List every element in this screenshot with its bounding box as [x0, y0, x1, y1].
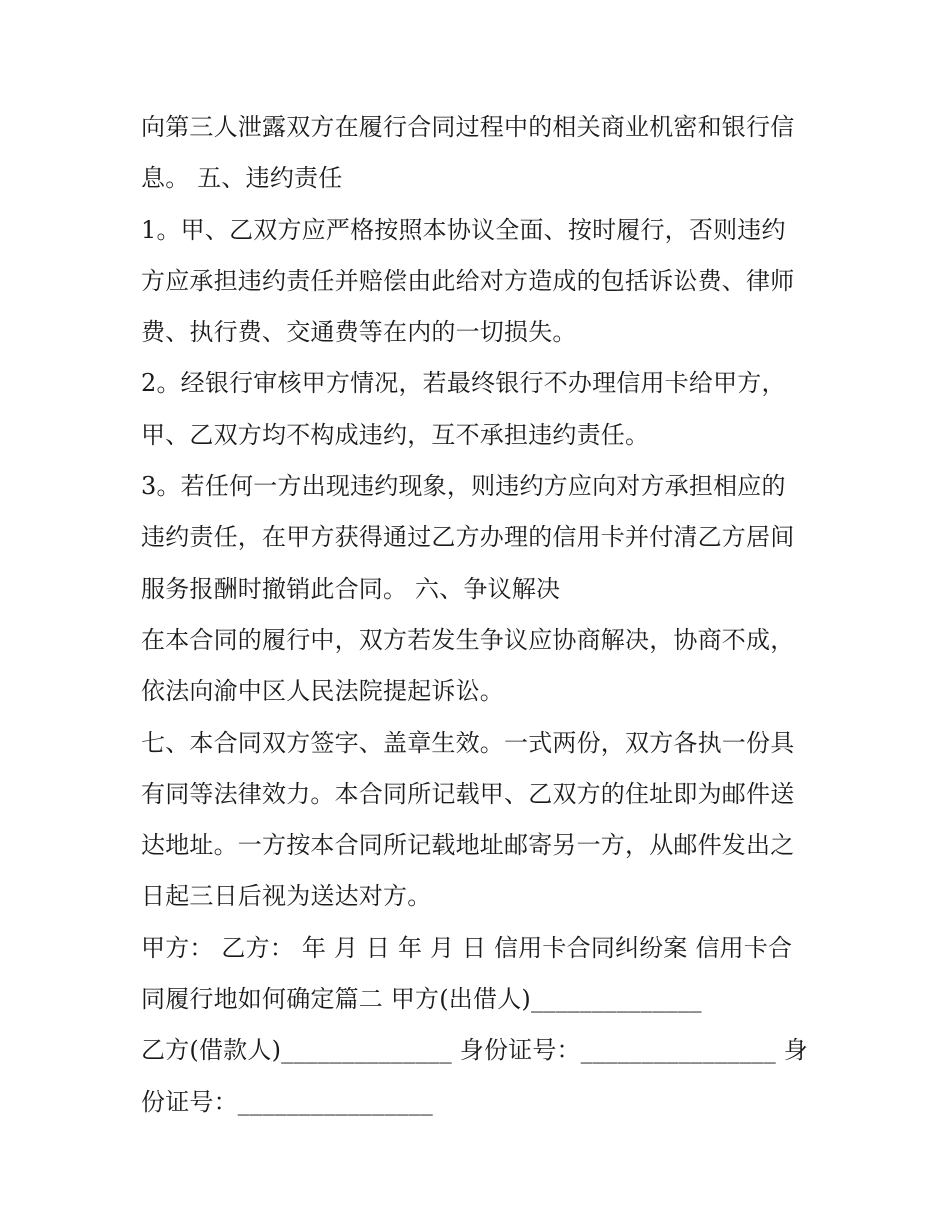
text-line-18: 同履行地如何确定篇二 甲方(出借人)______________: [141, 985, 702, 1014]
text-line-15: 达地址。一方按本合同所记载地址邮寄另一方，从邮件发出之: [141, 831, 795, 860]
text-line-14: 有同等法律效力。本合同所记载甲、乙双方的住址即为邮件送: [141, 779, 795, 808]
text-line-3: 1。甲、乙双方应严格按照本协议全面、按时履行，否则违约: [141, 215, 786, 244]
text-line-17: 甲方： 乙方： 年 月 日 年 月 日 信用卡合同纠纷案 信用卡合: [141, 933, 793, 962]
text-line-4: 方应承担违约责任并赔偿由此给对方造成的包括诉讼费、律师: [141, 266, 795, 295]
text-line-12: 依法向渝中区人民法院提起诉讼。: [141, 677, 504, 706]
text-line-2: 息。 五、违约责任: [141, 164, 343, 193]
text-line-1: 向第三人泄露双方在履行合同过程中的相关商业机密和银行信: [141, 113, 795, 141]
text-line-16: 日起三日后视为送达对方。: [141, 882, 432, 911]
text-line-8: 3。若任何一方出现违约现象，则违约方应向对方承担相应的: [141, 472, 786, 501]
text-line-11: 在本合同的履行中，双方若发生争议应协商解决，协商不成，: [141, 625, 795, 654]
text-line-20: 份证号：________________: [141, 1087, 433, 1116]
text-line-13: 七、本合同双方签字、盖章生效。一式两份，双方各执一份具: [141, 728, 795, 757]
text-line-9: 违约责任，在甲方获得通过乙方办理的信用卡并付清乙方居间: [141, 523, 795, 552]
text-line-19: 乙方(借款人)______________ 身份证号：________________ 身: [141, 1036, 808, 1065]
document-body: [141, 102, 831, 1128]
text-line-7: 甲、乙双方均不构成违约，互不承担违约责任。: [141, 420, 650, 449]
text-line-6: 2。经银行审核甲方情况，若最终银行不办理信用卡给甲方，: [141, 369, 786, 398]
text-line-10: 服务报酬时撤销此合同。 六、争议解决: [141, 574, 561, 603]
text-line-5: 费、执行费、交通费等在内的一切损失。: [141, 318, 577, 347]
